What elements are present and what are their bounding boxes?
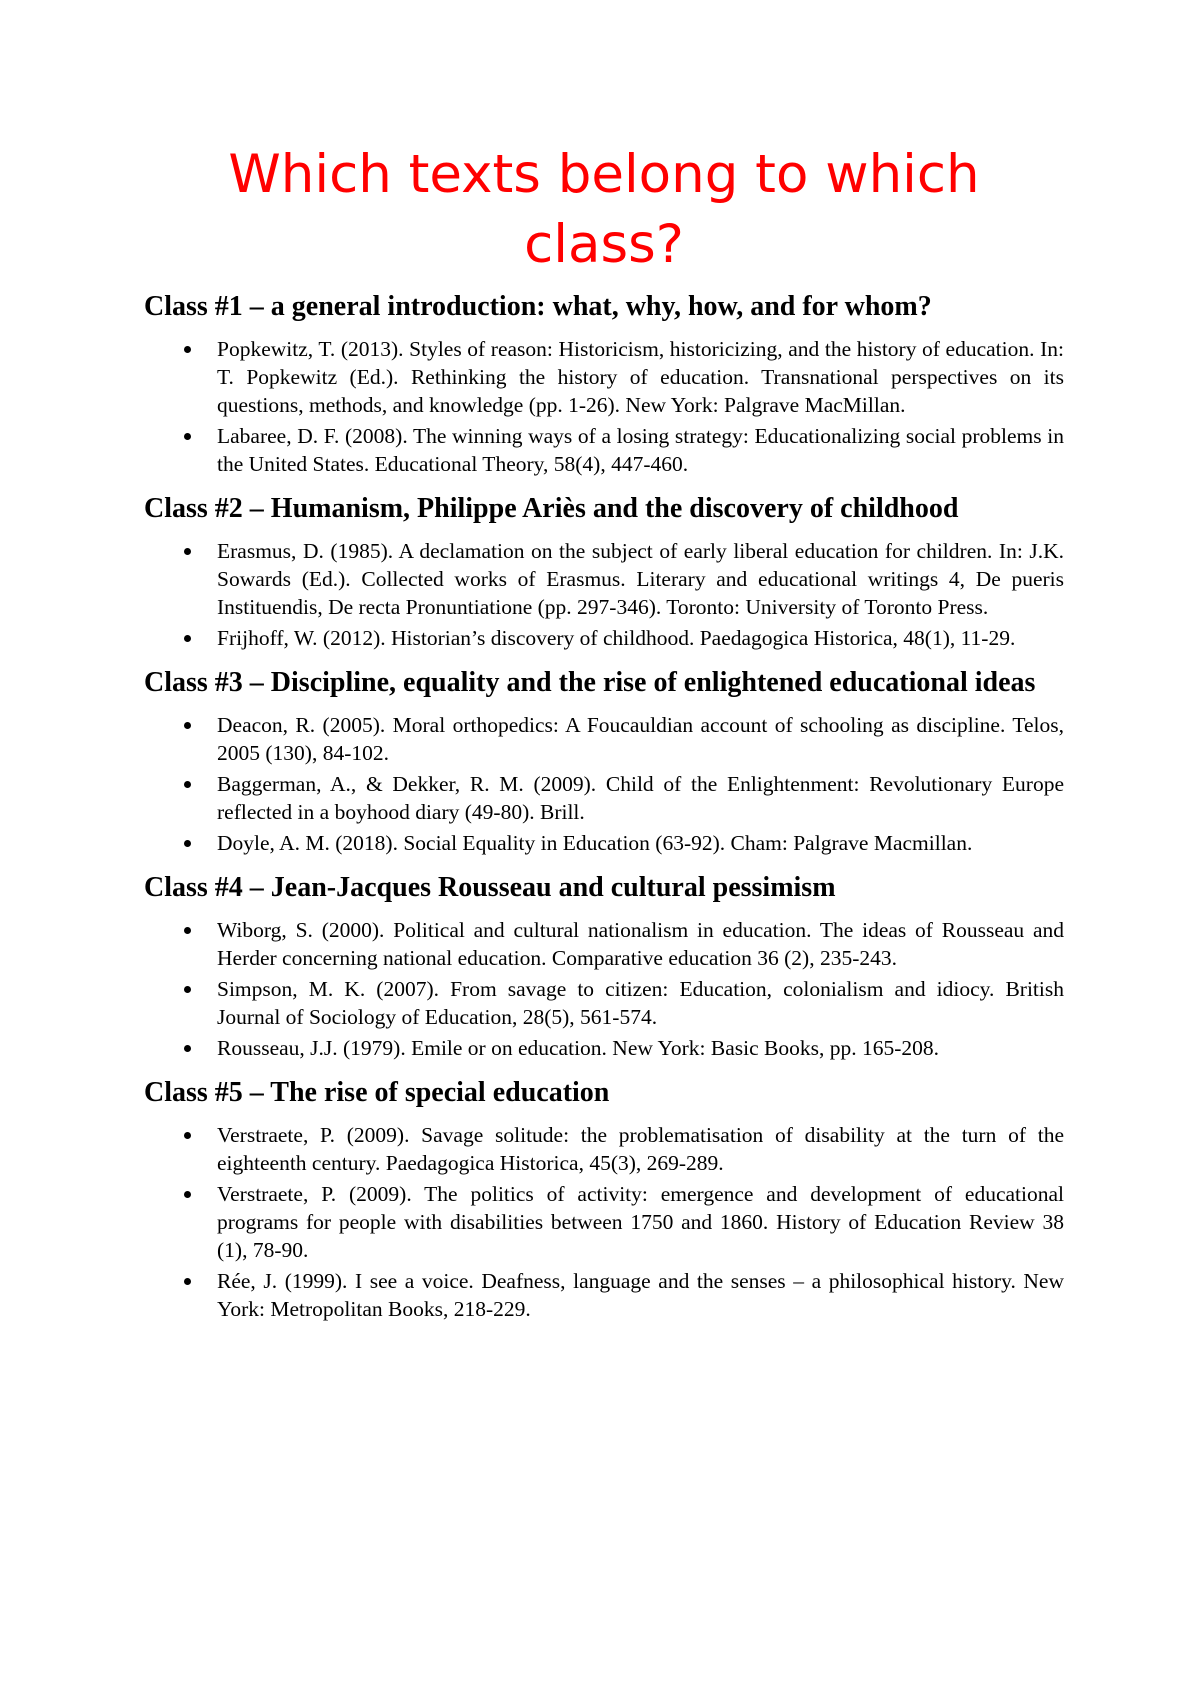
reference-item (144, 624, 1064, 652)
bullet-icon (184, 1132, 191, 1139)
bullet-icon (184, 927, 191, 934)
reference-list (144, 537, 1064, 652)
bullet-icon (184, 722, 191, 729)
class-section-1 (144, 288, 1064, 478)
class-section-2 (144, 490, 1064, 652)
class-heading: Class #4 – Jean-Jacques Rousseau and cultural pessimism (144, 872, 836, 903)
class-heading: Class #5 – The rise of special education (144, 1077, 610, 1108)
bullet-icon (184, 346, 191, 353)
document-page (144, 140, 1064, 1331)
bullet-icon (184, 548, 191, 555)
bullet-icon (184, 840, 191, 847)
reference-text: Doyle, A. M. (2018). Social Equality in Education (63-92). Cham: Palgrave Macmillan. (217, 831, 973, 855)
reference-text: Labaree, D. F. (2008). The winning ways of a losing strategy: Educationalizing social problems in the United States. Educational Theory, 58(4), 447-460. (217, 424, 1064, 476)
reference-list (144, 335, 1064, 478)
bullet-icon (184, 635, 191, 642)
class-heading: Class #2 – Humanism, Philippe Ariès and the discovery of childhood (144, 493, 959, 524)
reference-item (144, 770, 1064, 826)
reference-item (144, 1267, 1064, 1323)
class-section-4 (144, 869, 1064, 1062)
reference-text: Frijhoff, W. (2012). Historian’s discovery of childhood. Paedagogica Historica, 48(1), 11-29. (217, 626, 1016, 650)
bullet-icon (184, 986, 191, 993)
reference-item (144, 975, 1064, 1031)
class-heading: Class #1 – a general introduction: what, why, how, and for whom? (144, 291, 932, 322)
reference-text: Erasmus, D. (1985). A declamation on the subject of early liberal education for children. In: J.K. Sowards (Ed.). Collected works of Erasmus. Literary and educational writings 4, De pueris Instituendis, De recta Pronuntiatione (pp. 297-346). Toronto: University of Toronto Press. (217, 539, 1064, 619)
reference-list (144, 1121, 1064, 1323)
reference-item (144, 1180, 1064, 1264)
reference-text: Deacon, R. (2005). Moral orthopedics: A Foucauldian account of schooling as discipline. Telos, 2005 (130), 84-102. (217, 713, 1064, 765)
reference-text: Baggerman, A., & Dekker, R. M. (2009). Child of the Enlightenment: Revolutionary Europe reflected in a boyhood diary (49-80). Brill. (217, 772, 1064, 824)
reference-list (144, 711, 1064, 857)
bullet-icon (184, 1045, 191, 1052)
reference-text: Rousseau, J.J. (1979). Emile or on education. New York: Basic Books, pp. 165-208. (217, 1036, 939, 1060)
reference-item (144, 537, 1064, 621)
reference-item (144, 711, 1064, 767)
reference-text: Verstraete, P. (2009). The politics of activity: emergence and development of educational programs for people with disabilities between 1750 and 1860. History of Education Review 38 (1), 78-90. (217, 1182, 1064, 1262)
class-section-3 (144, 664, 1064, 857)
class-section-5 (144, 1074, 1064, 1323)
reference-item (144, 1034, 1064, 1062)
reference-item (144, 916, 1064, 972)
reference-list (144, 916, 1064, 1062)
reference-text: Simpson, M. K. (2007). From savage to citizen: Education, colonialism and idiocy. British Journal of Sociology of Education, 28(5), 561-574. (217, 977, 1064, 1029)
reference-text: Verstraete, P. (2009). Savage solitude: the problematisation of disability at the turn of the eighteenth century. Paedagogica Historica, 45(3), 269-289. (217, 1123, 1064, 1175)
document-title: Which texts belong to which class? (228, 144, 980, 275)
bullet-icon (184, 1191, 191, 1198)
class-heading: Class #3 – Discipline, equality and the rise of enlightened educational ideas (144, 667, 1036, 698)
reference-text: Popkewitz, T. (2013). Styles of reason: Historicism, historicizing, and the history of education. In: T. Popkewitz (Ed.). Rethinking the history of education. Transnational perspectives on its questions, methods, and knowledge (pp. 1-26). New York: Palgrave MacMillan. (217, 337, 1064, 417)
reference-text: Rée, J. (1999). I see a voice. Deafness, language and the senses – a philosophical history. New York: Metropolitan Books, 218-229. (217, 1269, 1064, 1321)
bullet-icon (184, 781, 191, 788)
reference-item (144, 422, 1064, 478)
reference-item (144, 1121, 1064, 1177)
reference-item (144, 829, 1064, 857)
reference-item (144, 335, 1064, 419)
reference-text: Wiborg, S. (2000). Political and cultural nationalism in education. The ideas of Rousseau and Herder concerning national education. Comparative education 36 (2), 235-243. (217, 918, 1064, 970)
bullet-icon (184, 433, 191, 440)
bullet-icon (184, 1278, 191, 1285)
